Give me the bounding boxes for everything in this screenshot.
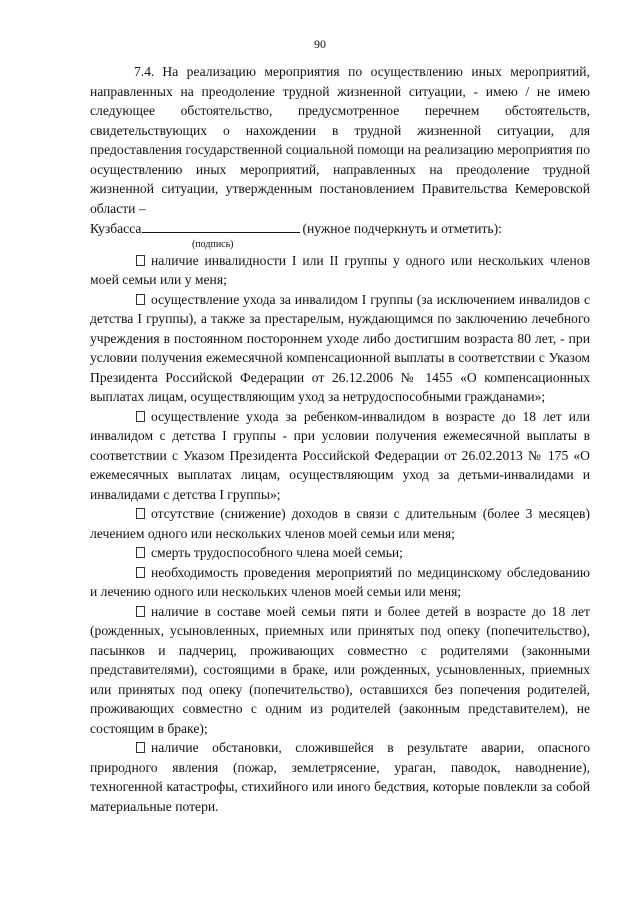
list-item <box>90 543 590 563</box>
intro-text: На реализацию мероприятия по осуществлению иных мероприятий, направленных на преодоление трудной жизненной ситуации, - имею / не имею следующее обстоятельство, предусмотренное перечнем обстоятельств, свидетельствующих о нахождении в трудной жизненной ситуации, для предоставления государственной социальной помощи на реализацию мероприятия по осуществлению иных мероприятий, направленных на преодоление трудной жизненной ситуации, утвержденным постановлением Правительства Кемеровской области – <box>90 64 590 216</box>
item-text: осуществление ухода за инвалидом I группы (за исключением инвалидов с детства I группы), а также за престарелым, нуждающимся по заключению лечебного учреждения в постоянном постороннем уходе либо достигшим возраста 80 лет, - при условии получения ежемесячной компенсационной выплаты в соответствии с Указом Президента Российской Федерации от 26.12.2006 № 1455 «О компенсационных выплатах лицам, осуществляющим уход за нетрудоспособными гражданами»; <box>90 291 590 404</box>
line-end-text: (нужное подчеркнуть и отметить): <box>302 221 502 236</box>
list-item <box>90 290 590 407</box>
item-text: необходимость проведения мероприятий по медицинскому обследованию и лечению одного или нескольких членов моей семьи или меня; <box>90 564 590 599</box>
item-text: наличие в составе моей семьи пяти и более детей в возрасте до 18 лет (рожденных, усыновленных, приемных или принятых под опеку (попечительство), пасынков и падчериц, проживающих совместно с родителями (законными представителями), состоящими в браке, или рожденных, усыновленных, приемных или принятых под опеку (попечительство), оставшихся без попечения родителей, проживающих совместно с одним из родителей (законным представителем), не состоящим в браке); <box>90 603 590 736</box>
list-item <box>90 563 590 602</box>
item-text: смерть трудоспособного члена моей семьи; <box>151 545 403 560</box>
list-item <box>90 504 590 543</box>
list-item <box>90 602 590 739</box>
signature-blank[interactable] <box>142 218 300 233</box>
checkbox[interactable] <box>136 567 145 578</box>
checkbox[interactable] <box>136 508 145 519</box>
checkbox[interactable] <box>136 411 145 422</box>
document-body <box>90 62 590 816</box>
list-item <box>90 407 590 505</box>
signature-note: (подпись) <box>192 238 234 250</box>
page-number: 90 <box>314 37 326 51</box>
item-text: отсутствие (снижение) доходов в связи с длительным (более 3 месяцев) лечением одного или нескольких членов моей семьи или меня; <box>90 506 590 541</box>
item-text: осуществление ухода за ребенком-инвалидом в возрасте до 18 лет или инвалидом с детства I группы - при условии получения ежемесячной выплаты в соответствии с Указом Президента Российской Федерации от 26.02.2013 № 175 «О ежемесячных выплатах лицам, осуществляющим уход за детьми-инвалидами и инвалидами с детства I группы»; <box>90 408 590 502</box>
section-number: 7.4. <box>134 64 155 79</box>
intro-paragraph <box>90 62 590 218</box>
checkbox[interactable] <box>136 255 145 266</box>
checkbox[interactable] <box>136 547 145 558</box>
item-text: наличие инвалидности I или II группы у одного или нескольких членов моей семьи или у меня; <box>90 252 590 287</box>
list-item <box>90 738 590 816</box>
list-item <box>90 251 590 290</box>
signature-line <box>90 218 590 239</box>
item-text: наличие обстановки, сложившейся в результате аварии, опасного природного явления (пожар, землетрясение, ураган, паводок, наводнение), техногенной катастрофы, стихийного или иного бедствия, которые повлекли за собой материальные потери. <box>90 740 590 814</box>
checkbox[interactable] <box>136 606 145 617</box>
checkbox[interactable] <box>136 294 145 305</box>
checkbox[interactable] <box>136 742 145 753</box>
line-start-text: Кузбасса <box>90 221 142 236</box>
